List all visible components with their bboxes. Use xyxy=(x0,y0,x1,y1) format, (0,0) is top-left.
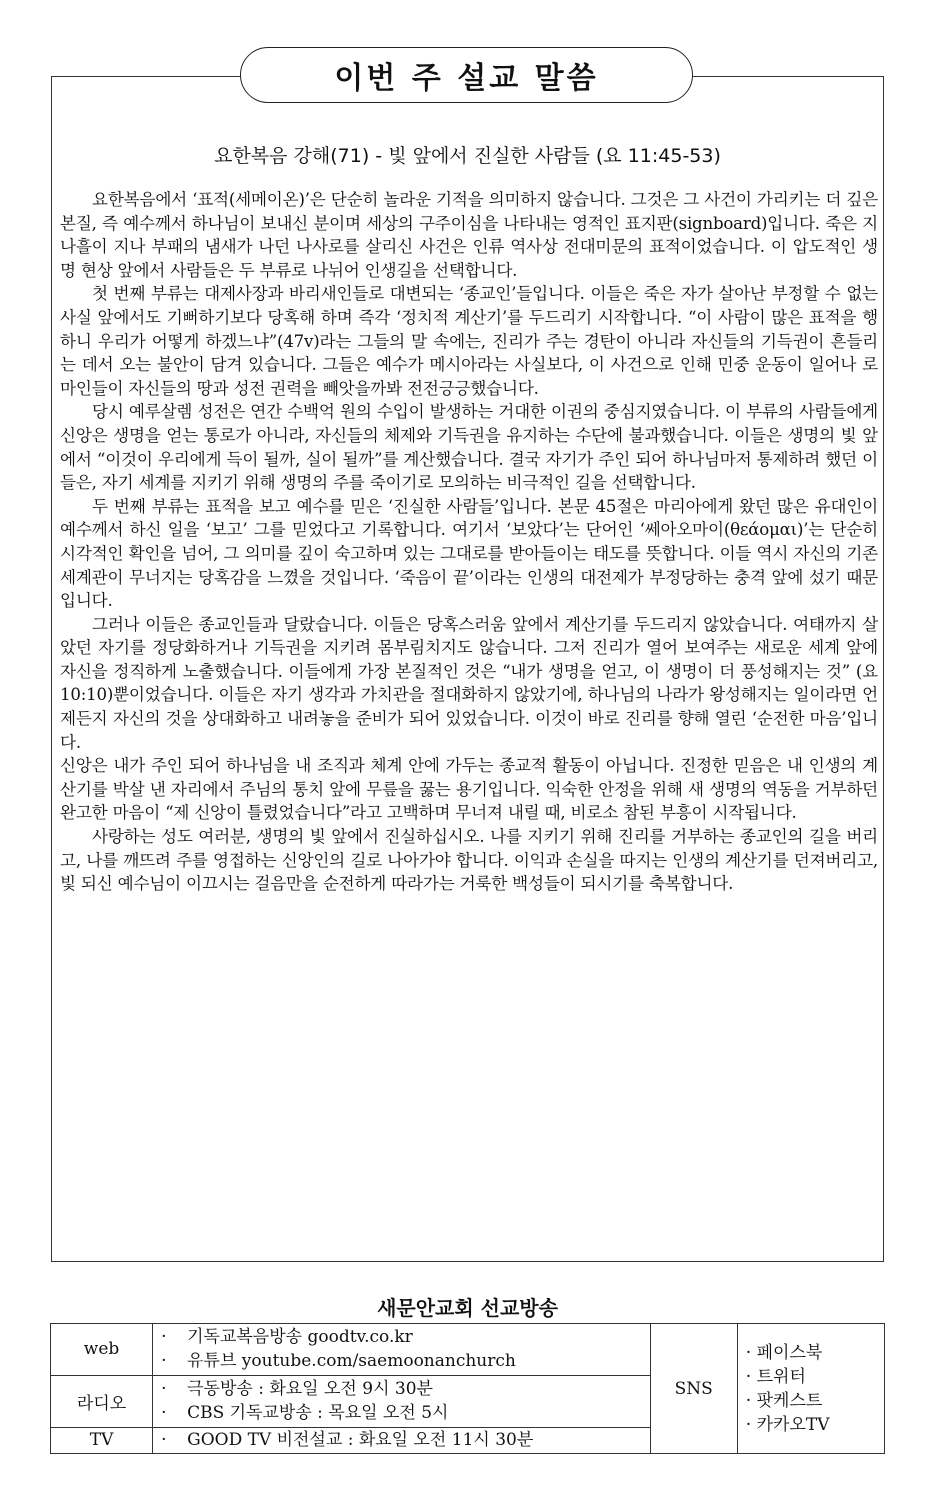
bullet: · xyxy=(161,1327,167,1348)
sns-twitter[interactable]: · 트위터 xyxy=(745,1366,806,1387)
web-goodtv-link[interactable]: 기독교복음방송 goodtv.co.kr xyxy=(187,1327,413,1348)
bullet: · xyxy=(161,1403,167,1424)
table-row xyxy=(51,1324,885,1376)
sns-facebook[interactable]: · 페이스북 xyxy=(745,1342,823,1363)
sermon-paragraph: 당시 예루살렘 성전은 연간 수백억 원의 수입이 발생하는 거대한 이권의 중심지였습니다. 이 부류의 사람들에게 신앙은 생명을 얻는 통로가 아니라, 자신들의 체제와 기득권을 유지하는 수단에 불과했습니다. 이들은 생명의 빛 앞에서 “이것이 우리에게 득이 될까, 실이 될까”를 계산했습니다. 결국 자기가 주인 되어 하나님마저 통제하려 했던 이들은, 자기 세계를 지키기 위해 생명의 주를 죽이기로 모의하는 비극적인 길을 선택합니다. xyxy=(60,402,878,493)
web-youtube-link[interactable]: 유튜브 youtube.com/saemoonanchurch xyxy=(187,1351,516,1372)
sermon-body xyxy=(60,188,878,896)
radio-item: 극동방송 : 화요일 오전 9시 30분 xyxy=(187,1379,433,1400)
web-cell xyxy=(153,1324,651,1376)
sermon-paragraph: 요한복음에서 ‘표적(세메이온)’은 단순히 놀라운 기적을 의미하지 않습니다. 그것은 그 사건이 가리키는 더 깊은 본질, 즉 예수께서 하나님이 보내신 분이며 세상의 구주이심을 나타내는 영적인 표지판(signboard)입니다. 죽은 지 나흘이 지나 부패의 냄새가 나던 나사로를 살리신 사건은 인류 역사상 전대미문의 표적이었습니다. 이 압도적인 생명 현상 앞에서 사람들은 두 부류로 나뉘어 인생길을 선택합니다. xyxy=(60,190,878,280)
row-label-web: web xyxy=(51,1324,153,1376)
list-item xyxy=(161,1428,642,1452)
tv-item: GOOD TV 비전설교 : 화요일 오전 11시 30분 xyxy=(187,1430,534,1451)
broadcast-table xyxy=(50,1323,885,1454)
sermon-paragraph: 사랑하는 성도 여러분, 생명의 빛 앞에서 진실하십시오. 나를 지키기 위해 진리를 거부하는 종교인의 길을 버리고, 나를 깨뜨려 주를 영접하는 신앙인의 길로 나아가야 합니다. 이익과 손실을 따지는 인생의 계산기를 던져버리고, 빛 되신 예수님이 이끄시는 걸음만을 순전하게 따라가는 거룩한 백성들이 되시기를 축복합니다. xyxy=(60,827,878,894)
bullet: · xyxy=(161,1351,167,1372)
row-label-radio: 라디오 xyxy=(51,1375,153,1427)
radio-item: CBS 기독교방송 : 목요일 오전 5시 xyxy=(187,1403,449,1424)
list-item xyxy=(161,1401,642,1425)
broadcast-title: 새문안교회 선교방송 xyxy=(377,1296,558,1320)
list-item xyxy=(161,1377,642,1401)
sermon-paragraph: 첫 번째 부류는 대제사장과 바리새인들로 대변되는 ‘종교인’들입니다. 이들은 죽은 자가 살아난 부정할 수 없는 사실 앞에서도 기뻐하기보다 당혹해 하며 즉각 ‘정치적 계산기’를 두드리기 시작합니다. “이 사람이 많은 표적을 행하니 우리가 어떻게 하겠느냐”(47v)라는 그들의 말 속에는, 진리가 주는 경탄이 아니라 자신들의 기득권이 흔들리는 데서 오는 불안이 담겨 있습니다. 그들은 예수가 메시아라는 사실보다, 이 사건으로 인해 민중 운동이 일어나 로마인들이 자신들의 땅과 성전 권력을 빼앗을까봐 전전긍긍했습니다. xyxy=(60,284,878,398)
bullet: · xyxy=(161,1430,167,1451)
sermon-paragraph: 신앙은 내가 주인 되어 하나님을 내 조직과 체계 안에 가두는 종교적 활동이 아닙니다. 진정한 믿음은 내 인생의 계산기를 박살 낸 자리에서 주님의 통치 앞에 무릎을 꿇는 용기입니다. 익숙한 안정을 위해 새 생명의 역동을 거부하던 완고한 마음이 “제 신앙이 틀렸었습니다”라고 고백하며 무너져 내릴 때, 비로소 참된 부흥이 시작됩니다. xyxy=(60,756,878,823)
bullet: · xyxy=(161,1379,167,1400)
sermon-paragraph: 두 번째 부류는 표적을 보고 예수를 믿은 ‘진실한 사람들’입니다. 본문 45절은 마리아에게 왔던 많은 유대인이 예수께서 하신 일을 ‘보고’ 그를 믿었다고 기록합니다. 여기서 ‘보았다’는 단어인 ‘쎄아오마이(θεάομαι)’는 단순히 시각적인 확인을 넘어, 그 의미를 깊이 숙고하며 있는 그대로를 받아들이는 태도를 뜻합니다. 이들 역시 자신의 기존 세계관이 무너지는 당혹감을 느꼈을 것입니다. ‘죽음이 끝’이라는 인생의 대전제가 부정당하는 충격 앞에 섰기 때문입니다. xyxy=(60,496,878,611)
radio-cell xyxy=(153,1375,651,1427)
tv-cell xyxy=(153,1427,651,1453)
sns-cell xyxy=(737,1324,884,1454)
list-item xyxy=(161,1325,642,1349)
sns-podcast[interactable]: · 팟케스트 xyxy=(745,1390,823,1411)
page-title: 이번 주 설교 말씀 xyxy=(240,47,693,103)
sns-label: SNS xyxy=(650,1324,737,1454)
row-label-tv: TV xyxy=(51,1427,153,1453)
sermon-paragraph: 그러나 이들은 종교인들과 달랐습니다. 이들은 당혹스러움 앞에서 계산기를 두드리지 않았습니다. 여태까지 살았던 자기를 정당화하거나 기득권을 지키려 몸부림치지도 않습니다. 그저 진리가 열어 보여주는 새로운 세계 앞에 자신을 정직하게 노출했습니다. 이들에게 가장 본질적인 것은 “내가 생명을 얻고, 이 생명이 더 풍성해지는 것” (요 10:10)뿐이었습니다. 이들은 자기 생각과 가치관을 절대화하지 않았기에, 하나님의 나라가 왕성해지는 일이라면 언제든지 자신의 것을 상대화하고 내려놓을 준비가 되어 있었습니다. 이것이 바로 진리를 향해 열린 ‘순전한 마음’입니다. xyxy=(60,614,878,752)
sns-kakaotv[interactable]: · 카카오TV xyxy=(745,1414,830,1435)
list-item xyxy=(161,1349,642,1373)
sermon-subtitle: 요한복음 강해(71) - 빛 앞에서 진실한 사람들 (요 11:45-53) xyxy=(214,145,721,167)
